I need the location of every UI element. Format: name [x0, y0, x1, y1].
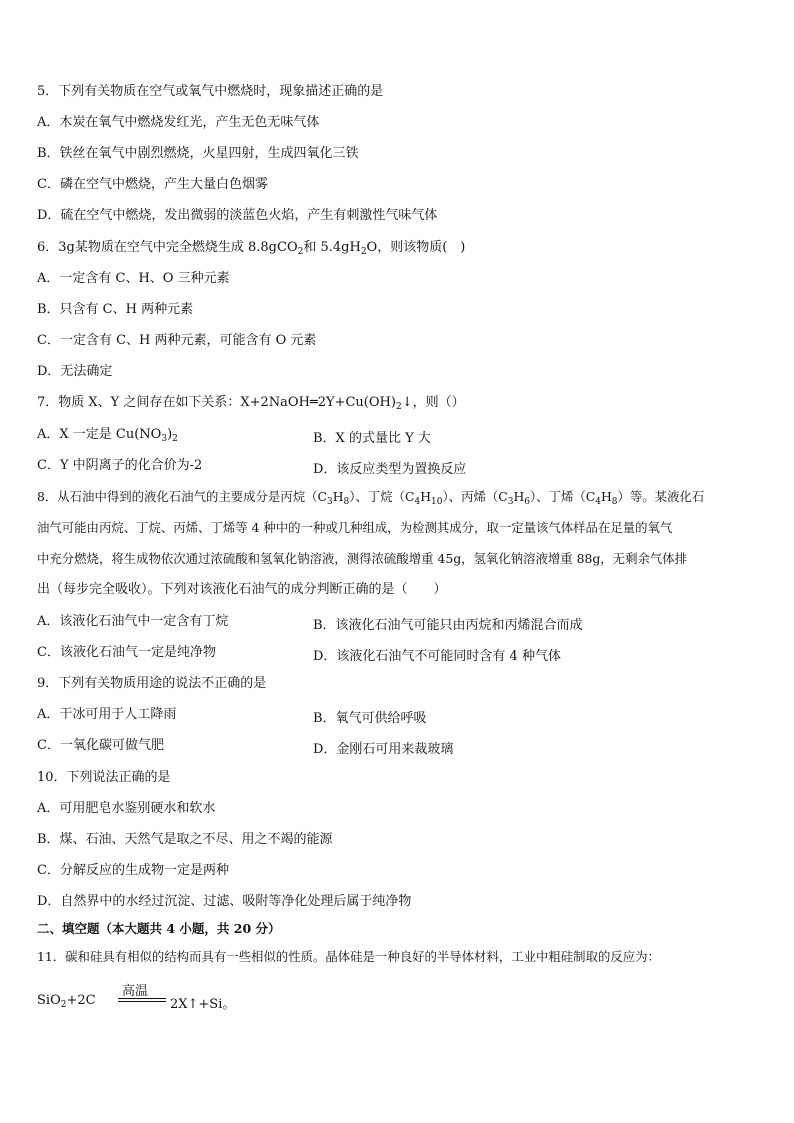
- q10-option-d: D．自然界中的水经过沉淀、过滤、吸附等净化处理后属于纯净物: [37, 894, 412, 909]
- q6-option-d: D．无法确定: [37, 364, 113, 379]
- q6-stem-text: O，则该物质( ): [366, 240, 466, 255]
- q7-option-a-text: A．X 一定是 Cu(NO: [37, 427, 162, 442]
- q8-stem-line-3: 中充分燃烧，将生成物依次通过浓硫酸和氢氧化钠溶液，测得浓硫酸增重 45g，氢氧化钠溶液增重 88g，无剩余气体排: [37, 551, 688, 566]
- chemical-equation: [37, 980, 337, 1020]
- q8-text: ）等。某液化石: [617, 489, 705, 504]
- q7-option-a-text: ): [167, 427, 173, 442]
- q9-option-b: B．氧气可供给呼吸: [313, 711, 427, 726]
- section-heading: 二、填空题（本大题共 4 小题，共 20 分）: [37, 921, 281, 936]
- q8-stem-line-1: [37, 489, 704, 505]
- subscript: 2: [297, 247, 304, 257]
- q6-option-c: C．一定含有 C、H 两种元素，可能含有 O 元素: [37, 333, 317, 348]
- equation-text: +2C: [66, 993, 96, 1008]
- q7-stem-text: ↓，则（）: [401, 395, 465, 410]
- subscript: 4: [595, 497, 601, 507]
- q6-stem: [37, 240, 465, 256]
- q6-option-b: B．只含有 C、H 两种元素: [37, 302, 194, 317]
- q8-text: ）、丁烯（C: [530, 489, 596, 504]
- equation-double-line: [118, 998, 166, 999]
- q8-text: H: [600, 489, 612, 504]
- subscript: 3: [507, 497, 514, 507]
- subscript: 3: [161, 434, 168, 444]
- q8-text: H: [332, 489, 344, 504]
- subscript: 4: [414, 497, 421, 507]
- q7-stem-text: 7．物质 X、Y 之间存在如下关系：X+2NaOH═2Y+Cu(OH): [37, 395, 396, 410]
- q8-option-d: D．该液化石油气不可能同时含有 4 种气体: [313, 649, 561, 664]
- q8-stem-line-2: 油气可能由丙烷、丁烷、丙烯、丁烯等 4 种中的一种或几种组成，为检测其成分，取一定量该气体样品在足量的氧气: [37, 520, 673, 535]
- q9-option-d: D．金刚石可用来裁玻璃: [313, 742, 454, 757]
- q8-text: ）、丙烯（C: [442, 489, 508, 504]
- q8-text: H: [513, 489, 525, 504]
- subscript: 8: [343, 497, 350, 507]
- q8-option-a: A．该液化石油气中一定含有丁烷: [37, 614, 229, 629]
- q8-stem-line-4: 出（每步完全吸收）。下列对该液化石油气的成分判断正确的是（ ）: [37, 582, 447, 597]
- equation-products: 2X↑+Si。: [170, 997, 236, 1012]
- subscript: 2: [172, 434, 178, 444]
- q10-option-c: C．分解反应的生成物一定是两种: [37, 863, 229, 878]
- q7-option-a: [37, 427, 178, 443]
- subscript: 2: [395, 402, 402, 412]
- q9-option-a: A．干冰可用于人工降雨: [37, 707, 177, 722]
- subscript: 10: [431, 497, 443, 507]
- q9-stem: 9．下列有关物质用途的说法不正确的是: [37, 676, 267, 691]
- q7-option-c: C．Y 中阴离子的化合价为-2: [37, 458, 203, 473]
- q10-option-a: A．可用肥皂水鉴别硬水和软水: [37, 801, 216, 816]
- equation-double-line: [118, 1001, 166, 1002]
- q7-option-b: B．X 的式量比 Y 大: [313, 431, 431, 446]
- q6-option-a: A．一定含有 C、H、O 三种元素: [37, 271, 230, 286]
- subscript: 2: [60, 1000, 67, 1010]
- reaction-condition: 高温: [122, 984, 149, 999]
- q7-option-d: D．该反应类型为置换反应: [313, 462, 467, 477]
- q10-stem: 10．下列说法正确的是: [37, 770, 171, 785]
- q8-text: H: [420, 489, 432, 504]
- subscript: 3: [326, 497, 333, 507]
- q5-option-b: B．铁丝在氧气中剧烈燃烧，火星四射，生成四氧化三铁: [37, 146, 359, 161]
- equation-reactants: [37, 993, 96, 1008]
- subscript: 6: [524, 497, 530, 507]
- q10-option-b: B．煤、石油、天然气是取之不尽、用之不竭的能源: [37, 832, 333, 847]
- q8-option-b: B．该液化石油气可能只由丙烷和丙烯混合而成: [313, 618, 583, 633]
- q6-stem-text: 6．3g某物质在空气中完全燃烧生成 8.8gCO: [37, 240, 298, 255]
- q8-text: 8．从石油中得到的液化石油气的主要成分是丙烷（C: [37, 489, 327, 504]
- subscript: 8: [611, 497, 618, 507]
- q5-stem: 5．下列有关物质在空气或氧气中燃烧时，现象描述正确的是: [37, 84, 384, 99]
- q8-text: ）、丁烷（C: [349, 489, 415, 504]
- equation-text: SiO: [37, 993, 61, 1008]
- q5-option-d: D．硫在空气中燃烧，发出微弱的淡蓝色火焰，产生有刺激性气味气体: [37, 208, 438, 223]
- q8-option-c: C．该液化石油气一定是纯净物: [37, 645, 216, 660]
- q5-option-c: C．磷在空气中燃烧，产生大量白色烟雾: [37, 177, 268, 192]
- q11-stem: 11．碳和硅具有相似的结构而具有一些相似的性质。晶体硅是一种良好的半导体材料，工业中粗硅制取的反应为：: [37, 949, 660, 964]
- subscript: 2: [360, 247, 367, 257]
- q7-stem: [37, 395, 465, 411]
- q5-option-a: A．木炭在氧气中燃烧发红光，产生无色无味气体: [37, 115, 320, 130]
- q6-stem-text: 和 5.4gH: [303, 240, 361, 255]
- q9-option-c: C．一氧化碳可做气肥: [37, 738, 164, 753]
